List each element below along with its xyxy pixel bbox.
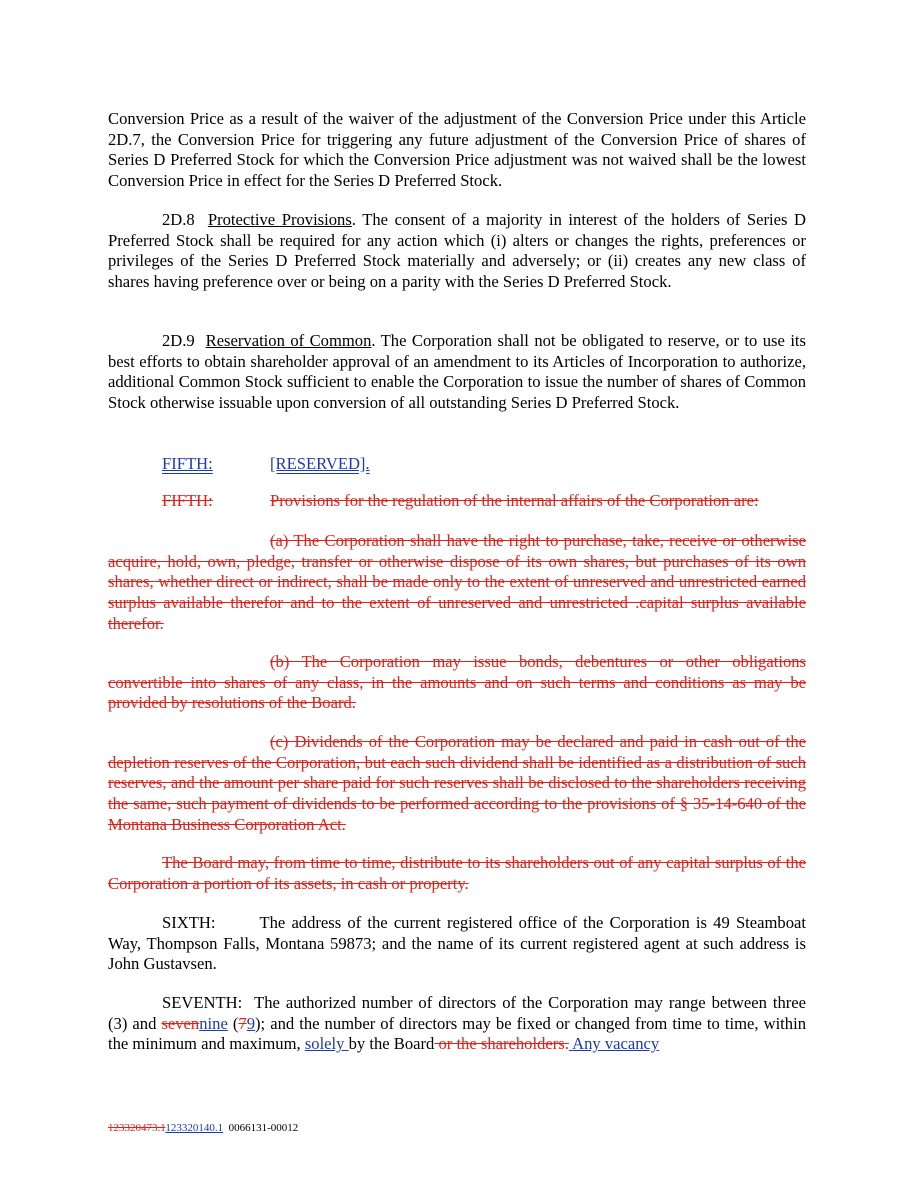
fifth-deleted-text: Provisions for the regulation of the internal affairs of the Corporation are: bbox=[270, 491, 759, 510]
fifth-deleted-clause-a bbox=[108, 531, 806, 635]
clause-b-text: (b) The Corporation may issue bonds, debentures or other obligations convertible into shares of any class, in the amounts and on such terms and conditions as may be provided by resolutions of the Board. bbox=[108, 652, 806, 713]
section-number: 2D.8 bbox=[162, 210, 195, 229]
seventh-deleted-4: . bbox=[564, 1034, 569, 1054]
fifth-deleted-clause-b bbox=[108, 652, 806, 714]
section-number: 2D.9 bbox=[162, 331, 195, 350]
seventh-text-2: ( bbox=[227, 1013, 239, 1033]
section-body: . The consent of a majority in interest of the holders of Series D Preferred Stock shall be required for any action which (i) alters or changes the rights, preferences or privileges of the Series D Preferred Stock materially and adversely; or (ii) creates any new class of shares having preference over or being on a parity with the Series D Preferred Stock. bbox=[108, 210, 806, 292]
paragraph-conversion-price: Conversion Price as a result of the waiver of the adjustment of the Conversion Price under this Article 2D.7, the Conversion Price for triggering any future adjustment of the Conversion Price of shares of Series D Preferred Stock for which the Conversion Price adjustment was not waived shall be the lowest Conversion Price in effect for the Series D Preferred Stock. bbox=[108, 109, 806, 191]
seventh-inserted-1: nine bbox=[199, 1013, 228, 1033]
footer-deleted-id: 123320473.1 bbox=[108, 1122, 166, 1134]
section-title: Protective Provisions bbox=[207, 210, 352, 229]
fifth-deleted-clause-d: The Board may, from time to time, distribute to its shareholders out of any capital surplus of the Corporation a portion of its assets, in cash or property. bbox=[108, 853, 806, 893]
paragraph-2d9 bbox=[108, 331, 806, 414]
seventh-inserted-2: 9 bbox=[246, 1013, 255, 1033]
fifth-deleted-clause-c bbox=[108, 732, 806, 836]
clause-c-text: (c) Dividends of the Corporation may be declared and paid in cash out of the depletion reserves of the Corporation, but each such dividend shall be identified as a distribution of such reserves, and the amount per share paid for such reserves shall be disclosed to the shareholders receiving the same, such payment of dividends to be performed according to the provisions of § 35-14-640 of the Montana Business Corporation Act. bbox=[108, 732, 806, 834]
fifth-inserted-label: FIFTH: bbox=[162, 454, 213, 473]
section-body: . The Corporation shall not be obligated to reserve, or to use its best efforts to obtain shareholder approval of an amendment to its Articles of Incorporation to authorize, additional Common Stock sufficient to enable the Corporation to issue the number of shares of Common Stock otherwise issuable upon conversion of all outstanding Series D Preferred Stock. bbox=[108, 331, 806, 413]
seventh-inserted-3: solely bbox=[304, 1034, 349, 1054]
section-title: Reservation of Common bbox=[205, 331, 372, 350]
seventh-inserted-4: Any vacancy bbox=[568, 1034, 660, 1054]
seventh-deleted-3: or the shareholders bbox=[434, 1034, 565, 1054]
seventh-text-4: by the Board bbox=[348, 1034, 435, 1054]
clause-a-text: (a) The Corporation shall have the right to purchase, take, receive or otherwise acquire, hold, own, pledge, transfer or otherwise dispose of its own shares, but purchases of its own shares, whether direct or indirect, shall be made only to the extent of unreserved and unrestricted earned surplus available therefor and to the extent of unreserved and unrestricted .capital surplus available therefor. bbox=[108, 531, 806, 633]
footer-inserted-id: 123320140.1 bbox=[165, 1122, 224, 1134]
sixth-text: The address of the current registered office of the Corporation is 49 Steamboat Way, Thompson Falls, Montana 59873; and the name of its current registered agent at such address is John Gustavsen. bbox=[108, 913, 806, 974]
sixth-label: SIXTH: bbox=[162, 913, 216, 932]
fifth-deleted-label: FIFTH: bbox=[162, 491, 213, 510]
paragraph-sixth bbox=[108, 913, 806, 975]
seventh-label: SEVENTH: bbox=[162, 993, 243, 1012]
seventh-deleted-1: seven bbox=[161, 1013, 200, 1033]
seventh-text-1: The authorized number of directors of the Corporation may range between three (3) and bbox=[108, 993, 806, 1033]
paragraph-seventh bbox=[108, 993, 806, 1055]
seventh-deleted-2: 7 bbox=[238, 1013, 247, 1033]
document-footer bbox=[108, 1122, 298, 1134]
seventh-text-3: ); and the number of directors may be fixed or changed from time to time, within the minimum and maximum, bbox=[108, 1013, 806, 1054]
paragraph-2d8 bbox=[108, 210, 806, 293]
fifth-inserted-text: [RESERVED]. bbox=[270, 454, 370, 473]
footer-matter-number: 0066131-00012 bbox=[228, 1122, 299, 1134]
